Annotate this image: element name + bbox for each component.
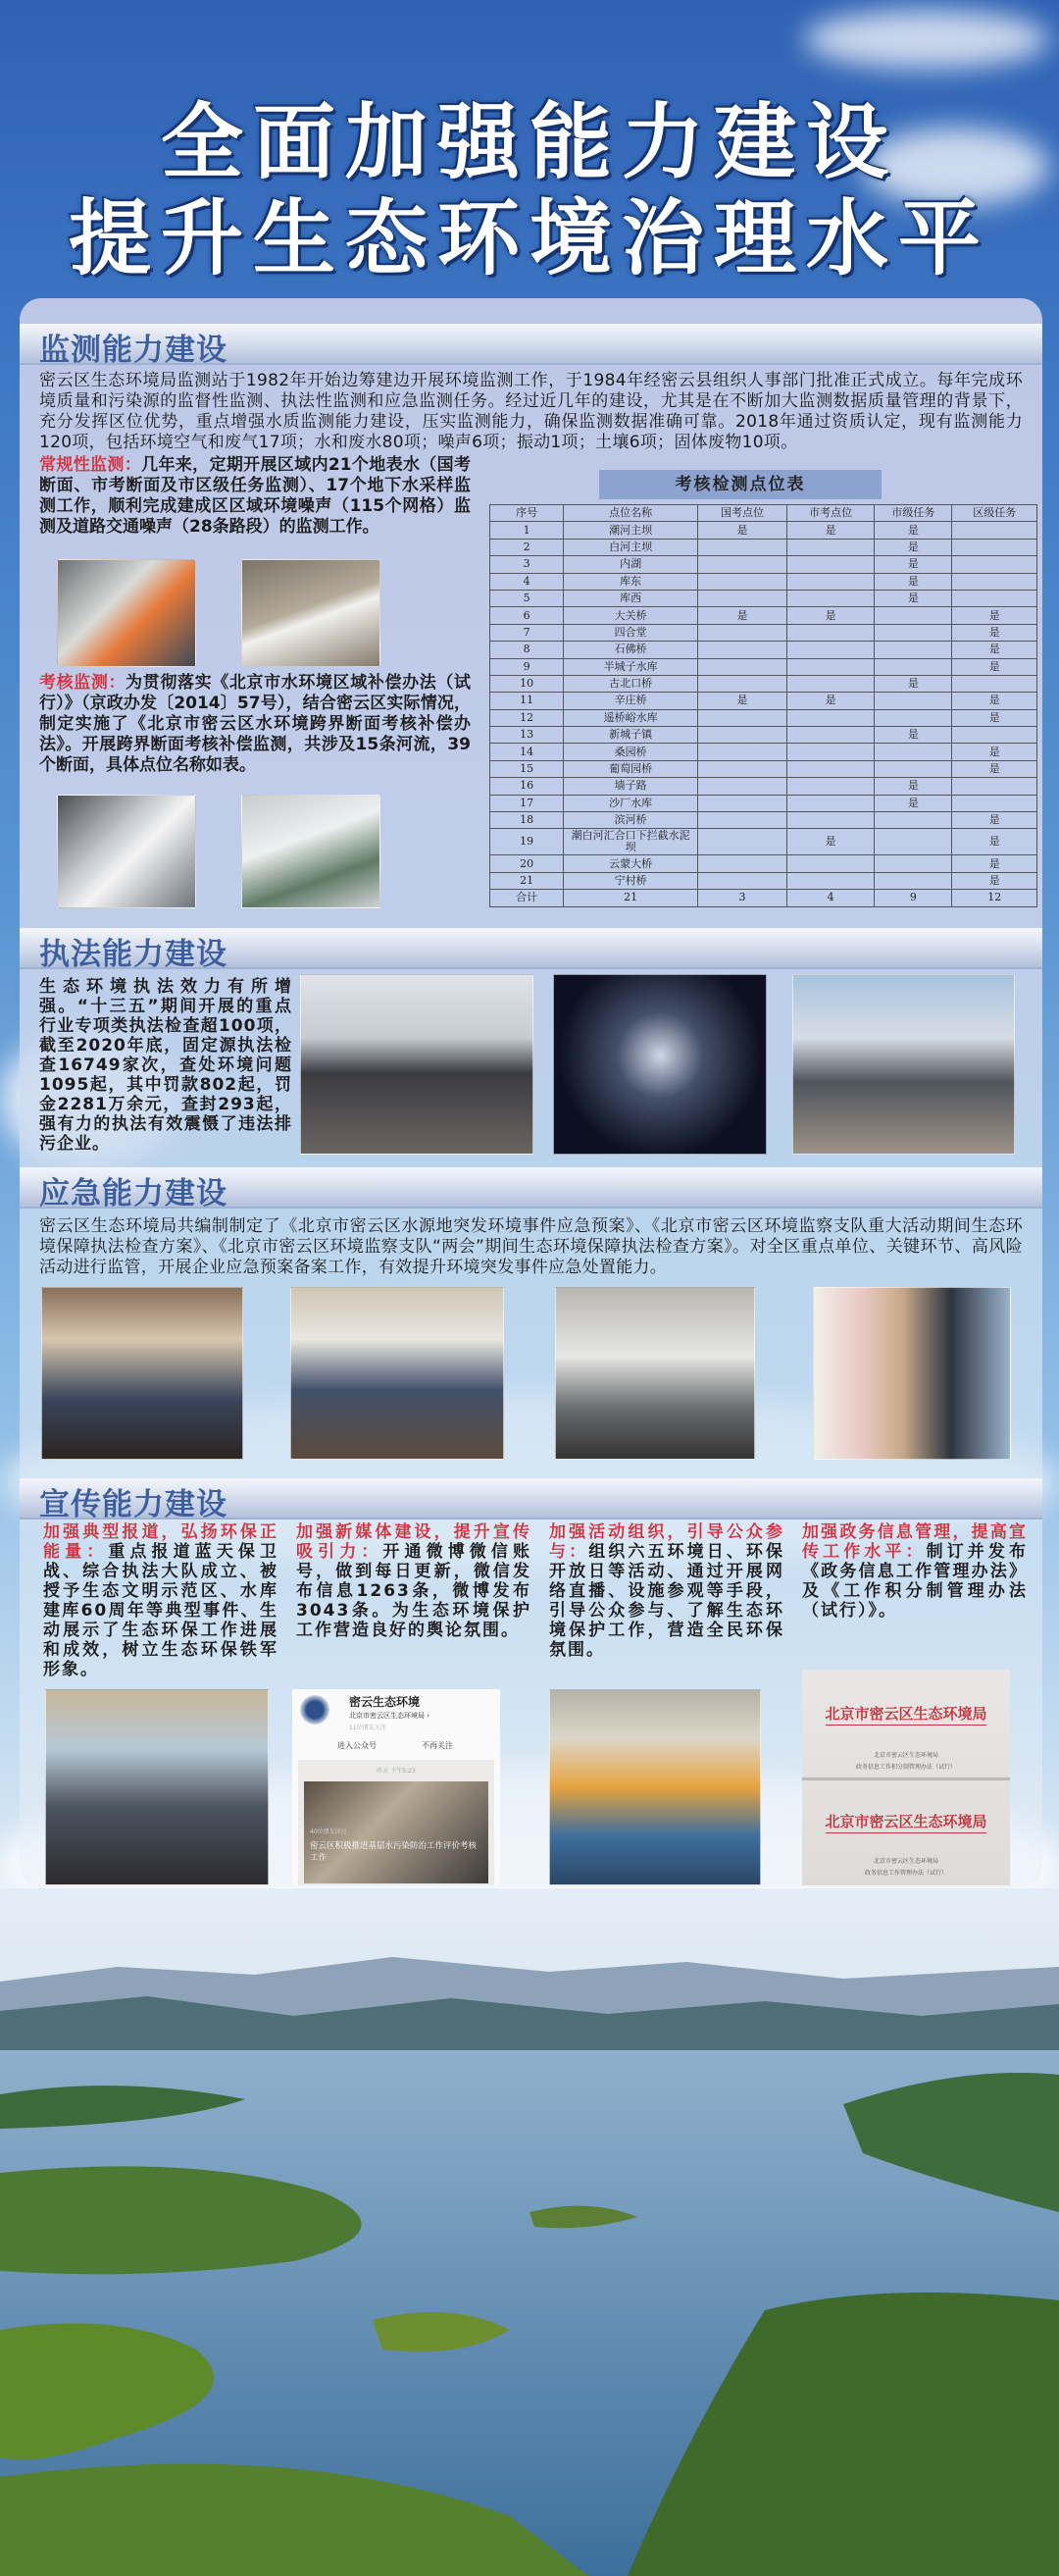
table-cell: 古北口桥 — [564, 675, 698, 692]
doc1-org: 北京市密云区生态环境局 — [873, 1752, 938, 1759]
photo-lab-analysis — [57, 795, 196, 908]
table-cell: 6 — [490, 607, 564, 624]
table-cell — [698, 675, 787, 692]
table-cell: 是 — [952, 812, 1037, 829]
table-cell: 遥桥峪水库 — [564, 709, 698, 726]
policy-documents-photo — [802, 1670, 1010, 1885]
routine-monitoring-text — [39, 455, 471, 538]
table-cell: 是 — [875, 727, 952, 744]
section-title: 应急能力建设 — [39, 1176, 227, 1211]
enter-account-button[interactable]: 进入公众号 — [337, 1741, 377, 1750]
photo-site-inspection — [300, 974, 533, 1155]
table-cell — [698, 573, 787, 590]
column-lead: 加强活动组织，引导公众参与： — [549, 1522, 784, 1562]
table-cell — [698, 872, 787, 889]
table-cell: 3 — [698, 890, 787, 906]
assessment-monitoring-text — [39, 673, 471, 776]
poster-title-line2: 提升生态环境治理水平 — [68, 190, 990, 286]
table-cell — [698, 760, 787, 777]
account-followers: 11位朋友关注 — [349, 1725, 386, 1731]
publicity-column-4 — [802, 1522, 1028, 1621]
table-cell: 4 — [490, 573, 564, 590]
photo-lab-instruments — [241, 795, 380, 908]
table-cell — [698, 727, 787, 744]
table-cell — [875, 760, 952, 777]
table-row — [490, 795, 1037, 811]
column-body: 重点报道蓝天保卫战、综合执法大队成立、被授予生态文明示范区、水库建库60周年等典型事件、生动展示了生态环保工作进展和成效，树立生态环保铁军形象。 — [43, 1542, 279, 1679]
table-cell — [698, 590, 787, 606]
table-row — [490, 658, 1037, 675]
table-cell: 10 — [490, 675, 564, 692]
table-cell — [786, 675, 874, 692]
table-row — [490, 624, 1037, 641]
table-cell: 是 — [698, 693, 787, 709]
table-cell — [952, 590, 1037, 606]
table-cell — [698, 795, 787, 811]
table-cell: 9 — [875, 890, 952, 906]
photo-emergency-training — [290, 1287, 504, 1460]
table-cell: 12 — [490, 709, 564, 726]
divider — [802, 1777, 1010, 1780]
table-row — [490, 872, 1037, 889]
table-cell — [786, 556, 874, 573]
table-cell: 是 — [786, 607, 874, 624]
table-row — [490, 744, 1037, 760]
table-cell: 21 — [564, 890, 698, 906]
table-cell: 13 — [490, 727, 564, 744]
table-row — [490, 829, 1037, 855]
table-cell — [698, 778, 787, 795]
table-cell — [786, 872, 874, 889]
table-row — [490, 693, 1037, 709]
table-cell: 5 — [490, 590, 564, 606]
table-cell: 内湖 — [564, 556, 698, 573]
table-cell — [952, 795, 1037, 811]
table-cell: 是 — [952, 829, 1037, 855]
photo-water-sampling — [57, 559, 196, 667]
section-header-enforcement — [20, 928, 1042, 972]
table-cell: 2 — [490, 539, 564, 555]
table-cell: 墙子路 — [564, 778, 698, 795]
table-cell — [952, 778, 1037, 795]
table-cell — [786, 642, 874, 658]
table-cell: 四合堂 — [564, 624, 698, 641]
publicity-column-1 — [43, 1522, 278, 1679]
table-cell: 11 — [490, 693, 564, 709]
table-cell: 3 — [490, 556, 564, 573]
table-cell: 市考点位 — [786, 505, 874, 522]
photo-award-ceremony — [45, 1689, 269, 1885]
table-cell: 大关桥 — [564, 607, 698, 624]
table-cell — [875, 607, 952, 624]
photo-emergency-drill — [555, 1287, 755, 1460]
article-card[interactable] — [298, 1760, 494, 1885]
table-cell — [698, 539, 787, 555]
column-lead: 加强典型报道，弘扬环保正能量： — [43, 1522, 278, 1562]
table-cell: 桑园桥 — [564, 744, 698, 760]
table-cell: 是 — [875, 522, 952, 539]
table-cell: 19 — [490, 829, 564, 855]
section-header-emergency — [20, 1167, 1042, 1209]
table-cell: 序号 — [490, 505, 564, 522]
table-cell — [875, 829, 952, 855]
table-cell: 是 — [786, 522, 874, 539]
section-header-publicity — [20, 1478, 1042, 1520]
table-cell — [786, 778, 874, 795]
table-cell — [875, 658, 952, 675]
table-cell: 是 — [875, 573, 952, 590]
photo-hazard-site — [813, 1287, 1011, 1460]
table-cell: 是 — [875, 675, 952, 692]
table-cell: 区级任务 — [952, 505, 1037, 522]
poster-title-line1: 全面加强能力建设 — [160, 94, 898, 190]
account-avatar — [300, 1695, 329, 1725]
table-cell: 20 — [490, 855, 564, 872]
table-title: 考核检测点位表 — [599, 470, 882, 499]
photo-equipment-inspection — [792, 974, 1015, 1155]
table-cell — [952, 556, 1037, 573]
table-cell: 是 — [698, 607, 787, 624]
table-cell — [875, 693, 952, 709]
divider — [826, 1832, 986, 1833]
table-cell — [698, 556, 787, 573]
table-row — [490, 573, 1037, 590]
table-cell: 是 — [952, 658, 1037, 675]
table-cell — [875, 812, 952, 829]
table-cell: 是 — [952, 642, 1037, 658]
article-time: 昨天 下午5:23 — [377, 1768, 416, 1775]
monitoring-intro: 密云区生态环境局监测站于1982年开始边筹建边开展环境监测工作，于1984年经密云县组织人事部门批准正式成立。每年完成环境质量和污染源的监督性监测、执法性监测和应急监测任务。经过近几年的建设，尤其是在不断加大监测数据质量管理的背景下，充分发挥区位优势，重点增强水质监测能力建设，压实监测能力，确保监测数据准确可靠。2018年通过资质认定，现有监测能力120项，包括环境空气和废气17项；水和废水80项；噪声6项；振动1项；土壤6项；固体废物10项。 — [39, 371, 1023, 452]
account-name: 密云生态环境 — [349, 1695, 421, 1709]
table-cell — [786, 760, 874, 777]
table-cell: 是 — [952, 624, 1037, 641]
table-cell: 葡萄园桥 — [564, 760, 698, 777]
table-cell: 库西 — [564, 590, 698, 606]
doc2-letterhead: 北京市密云区生态环境局 — [825, 1813, 987, 1830]
table-row — [490, 709, 1037, 726]
article-reads: 40位朋友读过 — [310, 1829, 347, 1835]
table-cell: 16 — [490, 778, 564, 795]
assess-body: 为贯彻落实《北京市水环境区域补偿办法（试行）》（京政办发〔2014〕57号），结合密云区实际情况，制定实施了《北京市密云区水环境跨界断面考核补偿办法》。开展跨界断面考核补偿监测，共涉及15条河流，39个断面，具体点位名称如表。 — [39, 673, 471, 775]
divider — [826, 1725, 986, 1726]
table-cell — [698, 642, 787, 658]
table-cell — [875, 624, 952, 641]
cloud — [804, 10, 1049, 69]
table-cell: 半城子水库 — [564, 658, 698, 675]
section-title: 宣传能力建设 — [39, 1487, 227, 1522]
enforcement-text: 生态环境执法效力有所增强。“十三五”期间开展的重点行业专项类执法检查超100项，截至2020年底，固定源执法检查16749家次，查处环境问题1095起，其中罚款802起，罚金2281万余元，查封293起，强有力的执法有效震慑了违法排污企业。 — [39, 977, 292, 1154]
table-cell — [952, 675, 1037, 692]
table-row — [490, 812, 1037, 829]
table-cell: 是 — [952, 760, 1037, 777]
table-cell: 是 — [875, 795, 952, 811]
doc1-letterhead: 北京市密云区生态环境局 — [825, 1705, 987, 1723]
assess-lead: 考核监测： — [39, 673, 126, 693]
table-cell — [875, 642, 952, 658]
table-cell: 12 — [952, 890, 1037, 906]
article-image — [304, 1781, 488, 1883]
table-cell — [698, 744, 787, 760]
table-cell: 宁村桥 — [564, 872, 698, 889]
table-row — [490, 642, 1037, 658]
table-cell: 4 — [786, 890, 874, 906]
publicity-column-2 — [296, 1522, 531, 1640]
photo-field-sampling — [241, 559, 380, 667]
table-total-row — [490, 890, 1037, 906]
table-cell — [875, 744, 952, 760]
table-cell — [786, 624, 874, 641]
doc2-org: 北京市密云区生态环境局 — [873, 1858, 938, 1865]
table-cell: 新城子镇 — [564, 727, 698, 744]
table-row — [490, 760, 1037, 777]
table-row — [490, 778, 1037, 795]
account-org: 北京市密云区生态环境局 › — [349, 1712, 430, 1720]
column-body: 开通微博微信账号，做到每日更新，微信发布信息1263条，微博发布3043条。为生态环境保护工作营造良好的舆论氛围。 — [296, 1542, 532, 1640]
table-cell: 滨河桥 — [564, 812, 698, 829]
table-cell: 市级任务 — [875, 505, 952, 522]
table-cell: 18 — [490, 812, 564, 829]
table-cell: 是 — [875, 539, 952, 555]
publicity-column-3 — [549, 1522, 784, 1660]
section-header-monitoring — [20, 324, 1042, 368]
table-cell: 库东 — [564, 573, 698, 590]
table-cell — [952, 539, 1037, 555]
table-cell: 潮白河汇合口下拦截水泥坝 — [564, 829, 698, 855]
table-cell: 是 — [952, 855, 1037, 872]
table-cell — [786, 590, 874, 606]
article-title: 密云区积极推进基层水污染防治工作评价考核工作 — [310, 1841, 478, 1863]
table-cell: 15 — [490, 760, 564, 777]
table-cell: 14 — [490, 744, 564, 760]
column-body: 组织六五环境日、环保开放日等活动、通过开展网络直播、设施参观等手段，引导公众参与、了解生态环境保护工作，营造全民环保氛围。 — [549, 1542, 785, 1660]
table-cell — [698, 855, 787, 872]
routine-lead: 常规性监测： — [39, 455, 142, 475]
table-cell: 白河主坝 — [564, 539, 698, 555]
table-cell: 是 — [875, 778, 952, 795]
photo-public-event — [549, 1689, 761, 1885]
table-row — [490, 607, 1037, 624]
table-cell: 1 — [490, 522, 564, 539]
photo-night-inspection — [553, 974, 767, 1155]
section-title: 执法能力建设 — [39, 937, 227, 972]
table-cell: 潮河主坝 — [564, 522, 698, 539]
table-cell — [952, 522, 1037, 539]
table-cell: 石佛桥 — [564, 642, 698, 658]
table-cell — [786, 795, 874, 811]
table-cell: 沙厂水库 — [564, 795, 698, 811]
table-cell: 是 — [952, 709, 1037, 726]
table-header-row — [490, 505, 1037, 522]
reservoir-landscape-photo — [0, 1888, 1059, 2576]
table-row — [490, 556, 1037, 573]
table-cell: 是 — [875, 556, 952, 573]
table-cell — [786, 855, 874, 872]
table-cell — [875, 709, 952, 726]
wechat-account-screenshot — [292, 1689, 500, 1885]
table-cell — [786, 658, 874, 675]
table-cell: 合计 — [490, 890, 564, 906]
table-cell: 是 — [952, 693, 1037, 709]
column-lead: 加强新媒体建设，提升宣传吸引力： — [296, 1522, 531, 1562]
table-cell — [698, 812, 787, 829]
table-cell — [786, 709, 874, 726]
doc1-title: 政务信息工作积分制管理办法（试行） — [855, 1764, 956, 1771]
table-row — [490, 522, 1037, 539]
table-cell — [952, 573, 1037, 590]
column-lead: 加强政务信息管理，提高宣传工作水平： — [802, 1522, 1028, 1562]
emergency-text: 密云区生态环境局共编制制定了《北京市密云区水源地突发环境事件应急预案》、《北京市密云区环境监察支队重大活动期间生态环境保障执法检查方案》、《北京市密云区环境监察支队“两会”期间生态环境保障执法检查方案》。对全区重点单位、关键环节、高风险活动进行监管，开展企业应急预案备案工作，有效提升环境突发事件应急处置能力。 — [39, 1216, 1023, 1277]
photo-emergency-meeting — [41, 1287, 243, 1460]
table-cell: 云蒙大桥 — [564, 855, 698, 872]
column-body: 制订并发布《政务信息工作管理办法》及《工作积分制管理办法（试行）》。 — [802, 1542, 1029, 1621]
table-cell: 点位名称 — [564, 505, 698, 522]
table-cell — [698, 709, 787, 726]
table-cell — [698, 658, 787, 675]
table-cell — [952, 727, 1037, 744]
monitoring-points-table — [489, 504, 1037, 907]
table-cell: 是 — [786, 829, 874, 855]
table-cell — [875, 872, 952, 889]
table-cell: 8 — [490, 642, 564, 658]
table-cell — [786, 812, 874, 829]
table-cell: 9 — [490, 658, 564, 675]
table-cell — [786, 727, 874, 744]
table-cell: 21 — [490, 872, 564, 889]
table-cell: 7 — [490, 624, 564, 641]
table-cell — [698, 829, 787, 855]
table-row — [490, 855, 1037, 872]
section-title: 监测能力建设 — [39, 333, 227, 368]
table-row — [490, 727, 1037, 744]
table-cell — [698, 624, 787, 641]
table-row — [490, 675, 1037, 692]
table-cell: 辛庄桥 — [564, 693, 698, 709]
table-cell: 是 — [952, 607, 1037, 624]
table-cell: 是 — [698, 522, 787, 539]
table-cell — [875, 855, 952, 872]
table-cell: 是 — [952, 872, 1037, 889]
table-row — [490, 590, 1037, 606]
table-cell: 是 — [875, 590, 952, 606]
table-cell: 17 — [490, 795, 564, 811]
table-cell: 是 — [786, 693, 874, 709]
table-cell — [786, 744, 874, 760]
table-cell — [786, 573, 874, 590]
routine-body: 几年来，定期开展区域内21个地表水（国考断面、市考断面及市区级任务监测）、17个地下水采样监测工作，顺利完成建成区区域环境噪声（115个网格）监测及道路交通噪声（28条路段）的监测工作。 — [39, 455, 471, 537]
table-cell: 国考点位 — [698, 505, 787, 522]
doc2-title: 政务信息工作管理办法（试行） — [864, 1870, 947, 1877]
table-cell: 是 — [952, 744, 1037, 760]
table-cell — [786, 539, 874, 555]
table-row — [490, 539, 1037, 555]
unfollow-button[interactable]: 不再关注 — [422, 1741, 453, 1750]
